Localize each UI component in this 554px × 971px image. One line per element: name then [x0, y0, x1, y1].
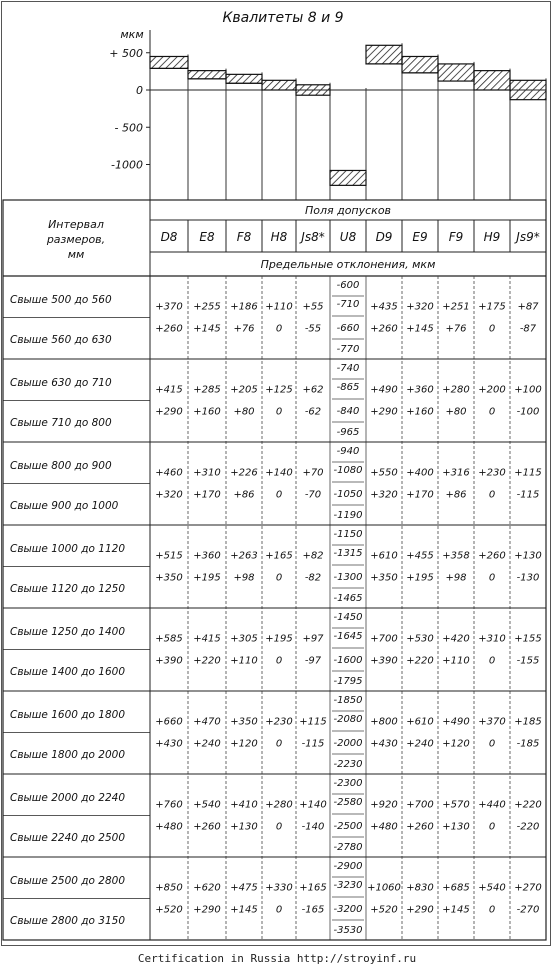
u8-deviation: -1190	[333, 510, 363, 521]
deviation-lower: +260	[155, 323, 183, 335]
u8-deviation: -1850	[333, 695, 363, 706]
column-header: H9	[483, 230, 501, 244]
deviation-lower: +195	[193, 572, 221, 584]
chart-title: Квалитеты 8 и 9	[222, 10, 344, 26]
interval-label: Свыше 1250 до 1400	[10, 626, 126, 638]
interval-label: Свыше 2240 до 2500	[10, 832, 126, 844]
deviation-lower: +290	[155, 406, 183, 418]
deviation-lower: +220	[406, 655, 434, 667]
deviation-upper: +140	[265, 467, 293, 479]
interval-header-line: Интервал	[48, 218, 104, 231]
u8-deviation: -1080	[333, 465, 363, 476]
tolerance-bar-e8	[188, 71, 226, 79]
deviation-lower: +240	[193, 738, 221, 750]
y-tick-label: + 500	[109, 46, 143, 60]
deviation-upper: +205	[230, 384, 258, 396]
deviation-upper: +435	[370, 301, 398, 313]
interval-label: Свыше 500 до 560	[10, 294, 112, 306]
deviation-upper: +220	[514, 799, 542, 811]
deviation-upper: +226	[230, 467, 258, 479]
deviation-upper: +280	[442, 384, 470, 396]
interval-label: Свыше 630 до 710	[10, 377, 112, 389]
deviation-upper: +130	[514, 550, 542, 562]
footer-source: Certification in Russia http://stroyinf.ru	[137, 952, 417, 965]
deviation-upper: +310	[478, 633, 506, 645]
deviation-upper: +310	[193, 467, 221, 479]
y-tick-label: -1000	[111, 158, 143, 172]
deviation-lower: +260	[193, 821, 221, 833]
deviation-upper: +260	[478, 550, 506, 562]
column-header: Js9*	[516, 230, 540, 244]
u8-deviation: -1795	[333, 676, 363, 687]
deviation-lower: +76	[233, 323, 255, 335]
deviation-lower: +240	[406, 738, 434, 750]
interval-label: Свыше 900 до 1000	[10, 500, 119, 512]
deviation-upper: +760	[155, 799, 183, 811]
u8-deviation: -1150	[333, 529, 363, 540]
u8-deviation: -2780	[333, 842, 363, 853]
u8-deviation: -1300	[333, 572, 363, 583]
y-tick-label: - 500	[114, 121, 143, 135]
u8-deviation: -2300	[333, 778, 363, 789]
u8-deviation: -1050	[333, 489, 363, 500]
deviation-lower: +145	[442, 904, 470, 916]
deviation-lower: 0	[275, 655, 283, 667]
tolerance-bar-js8-star	[296, 85, 330, 95]
deviation-upper: +70	[302, 467, 324, 479]
deviation-lower: +290	[193, 904, 221, 916]
deviation-upper: +490	[370, 384, 398, 396]
deviation-lower: -100	[516, 406, 540, 418]
deviation-upper: +358	[442, 550, 470, 562]
deviation-lower: 0	[275, 406, 283, 418]
u8-deviation: -2900	[333, 861, 363, 872]
deviation-lower: -115	[516, 489, 540, 501]
deviation-lower: 0	[275, 489, 283, 501]
deviation-lower: +76	[445, 323, 467, 335]
deviation-upper: +850	[155, 882, 183, 894]
deviation-upper: +460	[155, 467, 183, 479]
u8-deviation: -660	[336, 323, 360, 334]
deviation-upper: +360	[193, 550, 221, 562]
u8-deviation: -3230	[333, 880, 363, 891]
column-header: D9	[375, 230, 393, 244]
deviation-lower: +80	[233, 406, 255, 418]
deviation-lower: +80	[445, 406, 467, 418]
deviation-upper: +370	[155, 301, 183, 313]
deviation-upper: +263	[230, 550, 258, 562]
deviation-lower: 0	[275, 323, 283, 335]
deviation-lower: 0	[488, 489, 496, 501]
deviation-lower: +260	[370, 323, 398, 335]
deviation-lower: +98	[233, 572, 255, 584]
deviation-upper: +280	[265, 799, 293, 811]
deviation-upper: +610	[370, 550, 398, 562]
deviation-lower: +260	[406, 821, 434, 833]
deviation-upper: +186	[230, 301, 258, 313]
deviation-upper: +62	[302, 384, 324, 396]
deviation-upper: +920	[370, 799, 398, 811]
deviation-lower: -220	[516, 821, 540, 833]
column-header: H8	[270, 230, 288, 244]
deviation-upper: +540	[193, 799, 221, 811]
deviation-lower: +430	[155, 738, 183, 750]
u8-deviation: -2230	[333, 759, 363, 770]
u8-deviation: -1600	[333, 655, 363, 666]
fields-header: Поля допусков	[304, 204, 392, 217]
interval-label: Свыше 1400 до 1600	[10, 666, 126, 678]
deviation-upper: +230	[265, 716, 293, 728]
deviation-upper: +175	[478, 301, 506, 313]
deviation-upper: +185	[514, 716, 542, 728]
interval-header-line: мм	[67, 248, 85, 261]
deviation-lower: +130	[230, 821, 258, 833]
deviation-upper: +100	[514, 384, 542, 396]
u8-deviation: -2500	[333, 821, 363, 832]
deviation-upper: +110	[265, 301, 293, 313]
deviation-lower: +160	[193, 406, 221, 418]
u8-deviation: -1645	[333, 631, 363, 642]
interval-label: Свыше 1120 до 1250	[10, 583, 126, 595]
deviation-upper: +700	[370, 633, 398, 645]
deviation-upper: +230	[478, 467, 506, 479]
deviation-lower: +145	[230, 904, 258, 916]
deviation-upper: +270	[514, 882, 542, 894]
deviation-lower: -270	[516, 904, 540, 916]
tolerance-bar-h9	[474, 71, 510, 90]
u8-deviation: -865	[336, 382, 360, 393]
interval-label: Свыше 1600 до 1800	[10, 709, 126, 721]
deviation-lower: -130	[516, 572, 540, 584]
deviation-lower: +170	[193, 489, 221, 501]
deviation-upper: +285	[193, 384, 221, 396]
deviation-upper: +455	[406, 550, 434, 562]
deviation-upper: +410	[230, 799, 258, 811]
deviations-header: Предельные отклонения, мкм	[260, 258, 436, 271]
column-header: Js8*	[301, 230, 325, 244]
deviation-upper: +660	[155, 716, 183, 728]
deviation-upper: +400	[406, 467, 434, 479]
deviation-upper: +685	[442, 882, 470, 894]
u8-deviation: -3200	[333, 904, 363, 915]
deviation-upper: +585	[155, 633, 183, 645]
tolerance-bar-f8	[226, 74, 262, 83]
deviation-upper: +165	[265, 550, 293, 562]
deviation-lower: 0	[275, 572, 283, 584]
tolerance-bar-d8	[150, 56, 188, 68]
interval-header-line: размеров,	[46, 233, 106, 246]
deviation-lower: 0	[488, 655, 496, 667]
deviation-lower: +145	[193, 323, 221, 335]
deviation-upper: +200	[478, 384, 506, 396]
interval-label: Свыше 2500 до 2800	[10, 875, 126, 887]
tolerance-bar-f9	[438, 64, 474, 81]
deviation-lower: 0	[275, 904, 283, 916]
deviation-upper: +800	[370, 716, 398, 728]
deviation-lower: 0	[488, 821, 496, 833]
deviation-upper: +515	[155, 550, 183, 562]
deviation-lower: +145	[406, 323, 434, 335]
deviation-lower: -185	[516, 738, 540, 750]
deviation-lower: 0	[275, 821, 283, 833]
deviation-lower: 0	[275, 738, 283, 750]
deviation-lower: 0	[488, 323, 496, 335]
u8-deviation: -2080	[333, 714, 363, 725]
tolerance-bar-h8	[262, 80, 296, 90]
interval-label: Свыше 2000 до 2240	[10, 792, 126, 804]
deviation-lower: +120	[230, 738, 258, 750]
deviation-lower: +110	[230, 655, 258, 667]
deviation-upper: +440	[478, 799, 506, 811]
deviation-lower: +220	[193, 655, 221, 667]
deviation-upper: +530	[406, 633, 434, 645]
deviation-upper: +470	[193, 716, 221, 728]
deviation-lower: +120	[442, 738, 470, 750]
deviation-lower: +520	[155, 904, 183, 916]
deviation-lower: +170	[406, 489, 434, 501]
deviation-lower: +480	[370, 821, 398, 833]
deviation-upper: +620	[193, 882, 221, 894]
deviation-upper: +255	[193, 301, 221, 313]
u8-deviation: -600	[336, 280, 360, 291]
tolerance-bar-js9-star	[510, 80, 546, 99]
y-tick-label: 0	[136, 84, 143, 97]
deviation-lower: +390	[155, 655, 183, 667]
deviation-lower: +86	[445, 489, 467, 501]
deviation-upper: +115	[299, 716, 327, 728]
deviation-upper: +97	[302, 633, 324, 645]
u8-deviation: -2000	[333, 738, 363, 749]
deviation-lower: -70	[304, 489, 322, 501]
deviation-upper: +370	[478, 716, 506, 728]
deviation-lower: +350	[370, 572, 398, 584]
deviation-lower: -55	[304, 323, 322, 335]
interval-label: Свыше 2800 до 3150	[10, 915, 126, 927]
deviation-upper: +316	[442, 467, 470, 479]
interval-label: Свыше 1800 до 2000	[10, 749, 126, 761]
u8-deviation: -710	[336, 299, 360, 310]
deviation-lower: -97	[304, 655, 322, 667]
deviation-lower: +98	[445, 572, 467, 584]
interval-label: Свыше 1000 до 1120	[10, 543, 126, 555]
deviation-lower: +290	[406, 904, 434, 916]
deviation-upper: +360	[406, 384, 434, 396]
deviation-upper: +155	[514, 633, 542, 645]
deviation-upper: +115	[514, 467, 542, 479]
column-header: E9	[412, 230, 428, 244]
interval-label: Свыше 560 до 630	[10, 334, 112, 346]
u8-deviation: -965	[336, 427, 360, 438]
deviation-lower: -87	[519, 323, 537, 335]
deviation-upper: +550	[370, 467, 398, 479]
interval-label: Свыше 710 до 800	[10, 417, 112, 429]
u8-deviation: -940	[336, 446, 360, 457]
deviation-lower: +86	[233, 489, 255, 501]
deviation-lower: -62	[304, 406, 322, 418]
column-header: E8	[199, 230, 215, 244]
deviation-lower: 0	[488, 572, 496, 584]
deviation-upper: +540	[478, 882, 506, 894]
deviation-upper: +87	[517, 301, 539, 313]
u8-deviation: -770	[336, 344, 360, 355]
deviation-lower: +320	[155, 489, 183, 501]
deviation-upper: +350	[230, 716, 258, 728]
deviation-upper: +165	[299, 882, 327, 894]
u8-deviation: -840	[336, 406, 360, 417]
u8-deviation: -1315	[333, 548, 363, 559]
deviation-upper: +420	[442, 633, 470, 645]
deviation-upper: +330	[265, 882, 293, 894]
deviation-lower: +195	[406, 572, 434, 584]
u8-deviation: -1450	[333, 612, 363, 623]
deviation-upper: +320	[406, 301, 434, 313]
deviation-upper: +140	[299, 799, 327, 811]
deviation-lower: +390	[370, 655, 398, 667]
deviation-upper: +610	[406, 716, 434, 728]
deviation-upper: +251	[442, 301, 470, 313]
deviation-upper: +55	[302, 301, 324, 313]
deviation-lower: +110	[442, 655, 470, 667]
deviation-upper: +195	[265, 633, 293, 645]
deviation-upper: +415	[193, 633, 221, 645]
deviation-lower: 0	[488, 406, 496, 418]
u8-deviation: -740	[336, 363, 360, 374]
deviation-lower: +130	[442, 821, 470, 833]
u8-deviation: -3530	[333, 925, 363, 936]
y-axis-label: мкм	[120, 28, 144, 41]
deviation-upper: +82	[302, 550, 324, 562]
column-header: U8	[339, 230, 357, 244]
column-header: F9	[448, 230, 464, 244]
deviation-lower: 0	[488, 904, 496, 916]
deviation-lower: +480	[155, 821, 183, 833]
deviation-lower: -115	[301, 738, 325, 750]
deviation-upper: +490	[442, 716, 470, 728]
deviation-upper: +125	[265, 384, 293, 396]
deviation-lower: +290	[370, 406, 398, 418]
deviation-lower: 0	[488, 738, 496, 750]
deviation-lower: -155	[516, 655, 540, 667]
deviation-lower: +320	[370, 489, 398, 501]
tolerance-bar-d9	[366, 45, 402, 64]
deviation-upper: +1060	[367, 882, 401, 894]
deviation-upper: +305	[230, 633, 258, 645]
u8-deviation: -2580	[333, 797, 363, 808]
deviation-upper: +830	[406, 882, 434, 894]
column-header: D8	[160, 230, 178, 244]
interval-label: Свыше 800 до 900	[10, 460, 112, 472]
deviation-lower: +160	[406, 406, 434, 418]
deviation-lower: +430	[370, 738, 398, 750]
deviation-lower: -165	[301, 904, 325, 916]
deviation-lower: -140	[301, 821, 325, 833]
deviation-upper: +700	[406, 799, 434, 811]
tolerance-bar-e9	[402, 56, 438, 72]
deviation-lower: -82	[304, 572, 322, 584]
u8-deviation: -1465	[333, 593, 363, 604]
tolerance-bar-u8	[330, 170, 366, 185]
deviation-upper: +415	[155, 384, 183, 396]
deviation-upper: +570	[442, 799, 470, 811]
deviation-lower: +520	[370, 904, 398, 916]
deviation-upper: +475	[230, 882, 258, 894]
deviation-lower: +350	[155, 572, 183, 584]
column-header: F8	[236, 230, 252, 244]
